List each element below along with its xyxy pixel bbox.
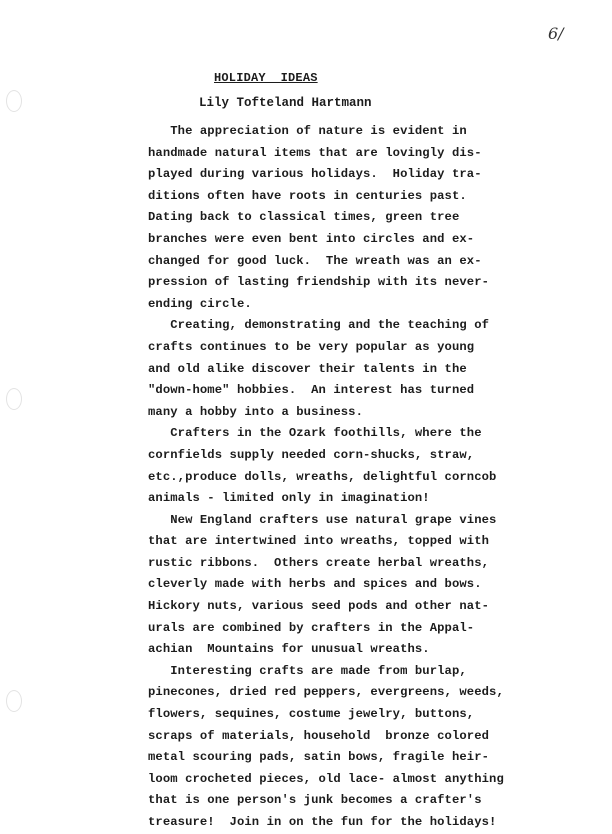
text-line: pression of lasting friendship with its never-	[148, 275, 490, 290]
text-line: Hickory nuts, various seed pods and other nat-	[148, 599, 490, 614]
text-line: Crafters in the Ozark foothills, where the	[148, 426, 482, 441]
text-line: rustic ribbons. Others create herbal wreaths,	[148, 555, 490, 570]
text-line: played during various holidays. Holiday tra-	[148, 167, 482, 182]
text-line: Interesting crafts are made from burlap,	[148, 663, 467, 678]
text-line: handmade natural items that are lovingly dis-	[148, 145, 482, 160]
text-line: The appreciation of nature is evident in	[148, 124, 467, 138]
text-line: pinecones, dried red peppers, evergreens, weeds,	[148, 685, 504, 700]
text-line: many a hobby into a business.	[148, 404, 363, 419]
text-line: Dating back to classical times, green tree	[148, 210, 460, 225]
text-line: etc.,produce dolls, wreaths, delightful corncob	[148, 469, 497, 484]
document-title: HOLIDAY IDEAS	[214, 71, 318, 85]
text-line: animals - limited only in imagination!	[148, 491, 430, 506]
text-line: cornfields supply needed corn-shucks, straw,	[148, 447, 475, 462]
text-line: metal scouring pads, satin bows, fragile heir-	[148, 750, 490, 765]
text-line: flowers, sequines, costume jewelry, buttons,	[148, 707, 475, 722]
text-line: that is one person's junk becomes a crafter's	[148, 793, 482, 808]
text-line: loom crocheted pieces, old lace- almost anything	[148, 771, 504, 786]
text-line: achian Mountains for unusual wreaths.	[148, 642, 430, 657]
text-line: that are intertwined into wreaths, topped with	[148, 534, 490, 549]
author-name: Lily Tofteland Hartmann	[199, 96, 372, 110]
text-line: treasure! Join in on the fun for the holidays!	[148, 815, 497, 829]
text-line: branches were even bent into circles and ex-	[148, 231, 475, 246]
text-line: ending circle.	[148, 296, 252, 311]
article-body	[148, 121, 508, 834]
punch-hole-mark	[6, 690, 22, 712]
text-line: crafts continues to be very popular as young	[148, 339, 475, 354]
text-line: and old alike discover their talents in the	[148, 361, 467, 376]
text-line: ditions often have roots in centuries past.	[148, 188, 467, 203]
text-line: "down-home" hobbies. An interest has turned	[148, 383, 475, 398]
text-line: urals are combined by crafters in the Appal-	[148, 620, 475, 635]
text-line: scraps of materials, household bronze colored	[148, 728, 490, 743]
text-line: cleverly made with herbs and spices and bows.	[148, 577, 482, 592]
handwritten-page-number: 6/	[548, 24, 564, 43]
text-line: changed for good luck. The wreath was an ex-	[148, 253, 482, 268]
text-line: New England crafters use natural grape vines	[148, 512, 497, 527]
punch-hole-mark	[6, 90, 22, 112]
text-line: Creating, demonstrating and the teaching of	[148, 318, 490, 333]
punch-hole-mark	[6, 388, 22, 410]
